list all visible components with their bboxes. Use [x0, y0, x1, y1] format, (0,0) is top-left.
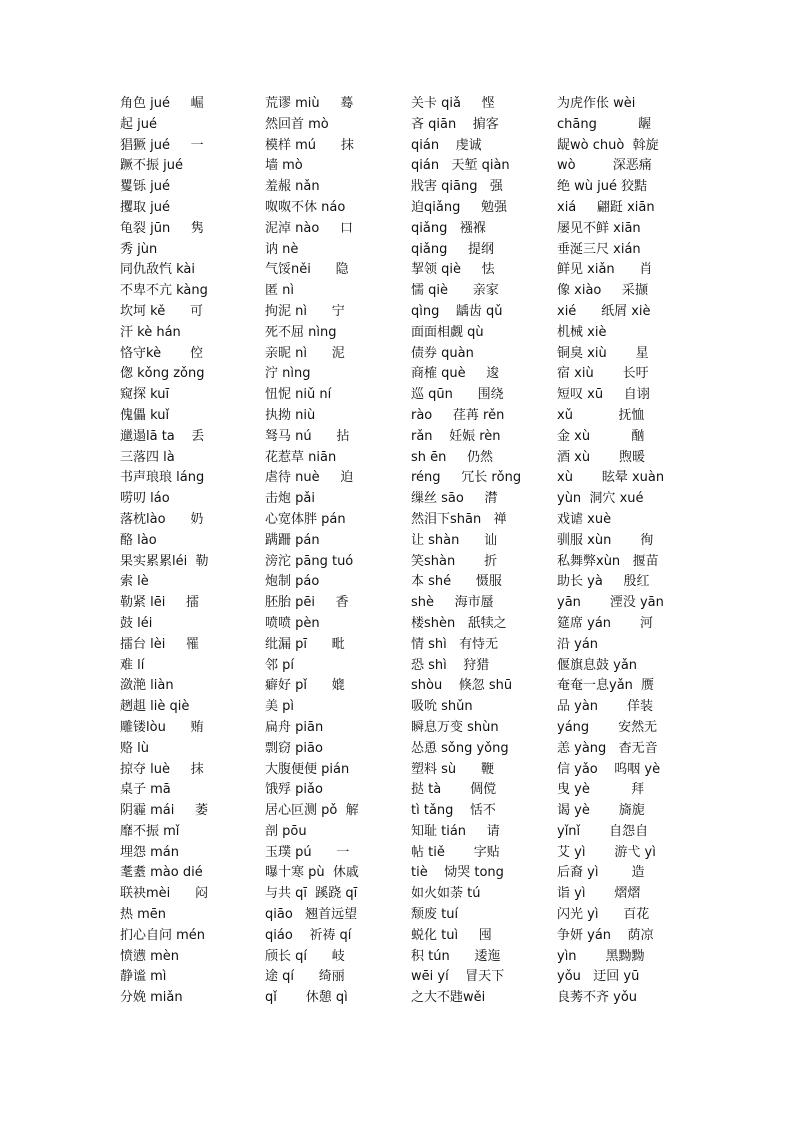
- text-line: 驽马 nú 拈: [265, 428, 350, 444]
- text-line: 谒 yè 旖旎: [557, 803, 645, 819]
- text-line: 知耻 tián 请: [411, 823, 500, 839]
- text-line: 美 pì: [265, 699, 294, 715]
- text-line: 颀长 qí 岐: [265, 948, 345, 964]
- text-line: 趔趄 liè qiè: [120, 699, 190, 715]
- text-line: qiǎng 提纲: [411, 241, 494, 257]
- text-line: shè 海市蜃: [411, 595, 494, 611]
- text-line: 绝 wù jué 狡黠: [557, 179, 648, 195]
- text-line: 本 shé 慑服: [411, 574, 502, 590]
- text-line: 帖 tiě 字贴: [411, 844, 500, 860]
- text-line: 果实累累léi 勒: [120, 553, 209, 569]
- text-line: 猖獗 jué 一: [120, 137, 204, 153]
- text-line: yáng 安然无: [557, 719, 658, 735]
- text-line: 荒谬 miù 蓦: [265, 96, 354, 111]
- text-line: 热 mēn: [120, 907, 167, 923]
- text-line: 傀儡 kuǐ: [120, 407, 170, 423]
- text-line: 债券 quàn: [411, 345, 474, 361]
- text-line: 书声琅琅 láng: [120, 470, 205, 486]
- text-line: 缫丝 sāo 潸: [411, 491, 498, 507]
- text-line: 铜臭 xiù 星: [557, 345, 649, 361]
- text-line: 唠叨 láo: [120, 491, 170, 507]
- text-line: 羞赧 nǎn: [265, 179, 320, 195]
- text-line: qián 天堑 qiàn: [411, 158, 510, 174]
- text-line: 赂 lù: [120, 740, 149, 756]
- text-line: 如火如荼 tú: [411, 886, 481, 902]
- text-line: 秀 jùn: [120, 241, 158, 257]
- text-line: 瞬息万变 shùn: [411, 719, 499, 735]
- text-line: 之大不韪wěi: [411, 990, 486, 1006]
- text-line: 胚胎 pēi 香: [265, 595, 349, 611]
- text-line: 联袂mèi 闷: [120, 886, 209, 902]
- text-line: 居心叵测 pǒ 解: [265, 803, 359, 819]
- text-line: xù 眩晕 xuàn: [557, 470, 665, 486]
- text-line: 攫取 jué: [120, 199, 170, 215]
- text-line: réng 冗长 rǒng: [411, 470, 522, 486]
- text-line: 鲜见 xiǎn 肖: [557, 262, 653, 278]
- text-line: 吸吮 shǔn: [411, 699, 473, 715]
- text-line: 擂台 lèi 罹: [120, 636, 200, 652]
- text-line: 大腹便便 pián: [265, 761, 350, 777]
- text-line: 龊wò chuò 斡旋: [557, 137, 659, 153]
- text-line: 关卡 qiǎ 悭: [411, 96, 495, 111]
- text-line: 机械 xiè: [557, 324, 607, 340]
- column-1: [120, 94, 242, 1009]
- text-line: 蹶不振 jué: [120, 158, 183, 174]
- text-line: 勒紧 lēi 擂: [120, 595, 200, 611]
- text-line: yān 湮没 yān: [557, 595, 664, 611]
- text-line: 恐 shì 狩猎: [411, 657, 490, 673]
- text-line: 曳 yè 拜: [557, 782, 645, 798]
- text-line: 邋遢lā ta 丢: [120, 428, 205, 444]
- text-line: 怂恿 sǒng yǒng: [411, 740, 509, 756]
- text-line: xié 纸屑 xiè: [557, 303, 651, 319]
- text-line: 花惹草 niān: [265, 449, 337, 465]
- text-line: 死不屈 nìng: [265, 324, 337, 340]
- text-line: 窥探 kuī: [120, 387, 170, 403]
- text-line: wò 深恶痛: [557, 158, 652, 174]
- text-line: 邻 pí: [265, 657, 294, 673]
- text-line: 同仇敌忾 kài: [120, 262, 196, 278]
- text-line: xǔ 抚恤: [557, 407, 645, 423]
- column-4: [557, 94, 685, 1009]
- text-line: 索 lè: [120, 574, 149, 590]
- text-line: 亲昵 nì 泥: [265, 345, 345, 361]
- text-line: 静谧 mì: [120, 969, 167, 985]
- text-line: 蜕化 tuì 囤: [411, 927, 492, 943]
- text-line: 剽窃 piāo: [265, 740, 323, 756]
- text-line: 靡不振 mǐ: [120, 823, 180, 839]
- text-line: 愤懑 mèn: [120, 948, 180, 964]
- text-line: 角色 jué 崛: [120, 96, 204, 111]
- text-line: qiáo 祈祷 qí: [265, 927, 352, 943]
- text-line: 扪心自问 mén: [120, 927, 206, 943]
- text-line: 阴霾 mái 萎: [120, 803, 209, 819]
- text-line: 助长 yà 殷红: [557, 574, 650, 590]
- text-line: 吝 qiān 掮客: [411, 116, 499, 132]
- text-line: 驯服 xùn 徇: [557, 532, 654, 548]
- text-line: 曝十寒 pù 休戚: [265, 865, 359, 881]
- text-line: yǒu 迂回 yū: [557, 969, 640, 985]
- text-line: 情 shì 有恃无: [411, 636, 499, 652]
- text-line: 戕害 qiāng 强: [411, 179, 503, 195]
- text-line: 沿 yán: [557, 636, 599, 652]
- text-line: 笑shàn 折: [411, 553, 498, 569]
- text-line: 后裔 yì 造: [557, 865, 645, 881]
- text-line: 滂沱 pāng tuó: [265, 553, 354, 569]
- text-line: 剖 pōu: [265, 823, 307, 839]
- text-line: wēi yí 冒天下: [411, 969, 505, 985]
- text-line: 商榷 què 逡: [411, 366, 500, 382]
- text-line: 心宽体胖 pán: [265, 511, 346, 527]
- text-line: 偬 kǒng zǒng: [120, 366, 205, 382]
- text-line: 龟裂 jūn 隽: [120, 220, 204, 236]
- text-line: 巡 qūn 围绕: [411, 387, 504, 403]
- text-line: 呶呶不休 náo: [265, 199, 346, 215]
- text-line: 模样 mú 抹: [265, 137, 354, 153]
- text-line: 纰漏 pī 毗: [265, 636, 345, 652]
- text-line: yùn 洞穴 xué: [557, 491, 644, 507]
- text-line: 癖好 pǐ 媲: [265, 678, 345, 694]
- text-line: 泥淖 nào 口: [265, 220, 353, 236]
- text-line: 炮制 páo: [265, 574, 320, 590]
- text-line: 面面相觑 qù: [411, 324, 484, 340]
- text-line: 挞 tà 倜傥: [411, 782, 497, 798]
- text-line: 然泪下shān 禅: [411, 511, 507, 527]
- text-line: 桌子 mā: [120, 782, 171, 798]
- text-line: rǎn 妊娠 rèn: [411, 428, 501, 444]
- text-line: 起 jué: [120, 116, 157, 132]
- text-line: 忸怩 niǔ ní: [265, 387, 332, 403]
- text-line: 筵席 yán 河: [557, 615, 653, 631]
- text-line: 像 xiào 采撷: [557, 283, 649, 299]
- text-line: 墙 mò: [265, 158, 303, 174]
- text-line: 扁舟 piān: [265, 719, 324, 735]
- text-line: shòu 倏忽 shū: [411, 678, 513, 694]
- text-line: 懦 qiè 亲家: [411, 283, 499, 299]
- text-line: sh ēn 仍然: [411, 449, 494, 465]
- column-2: [265, 94, 387, 1009]
- text-line: 积 tún 逶迤: [411, 948, 501, 964]
- text-line: chāng 龌: [557, 116, 652, 132]
- column-3: [411, 94, 535, 1009]
- text-line: 三落四 là: [120, 449, 175, 465]
- text-line: 饿殍 piǎo: [265, 782, 323, 798]
- text-line: 埋怨 mán: [120, 844, 180, 860]
- text-line: 分娩 miǎn: [120, 990, 183, 1006]
- text-line: 偃旗息鼓 yǎn: [557, 657, 638, 673]
- text-line: 艾 yì 游弋 yì: [557, 844, 656, 860]
- text-line: 掠夺 luè 抹: [120, 761, 204, 777]
- text-line: 屡见不鲜 xiān: [557, 220, 641, 236]
- text-line: 气馁něi 隐: [265, 262, 349, 278]
- text-line: qǐ 休憩 qì: [265, 990, 348, 1006]
- text-line: 喷喷 pèn: [265, 615, 320, 631]
- text-line: qiǎng 襁褓: [411, 220, 486, 236]
- text-line: 塑料 sù 鞭: [411, 761, 494, 777]
- text-line: 金 xù 酗: [557, 428, 645, 444]
- text-line: 潋滟 liàn: [120, 678, 174, 694]
- text-line: 楼shèn 舐犊之: [411, 615, 507, 631]
- text-line: 雕镂lòu 贿: [120, 719, 204, 735]
- text-line: yìn 黑黝黝: [557, 948, 645, 964]
- text-line: qián 虔诚: [411, 137, 482, 153]
- text-line: 酒 xù 煦暖: [557, 449, 645, 465]
- text-line: 挈领 qiè 怯: [411, 262, 495, 278]
- text-line: 虐待 nuè 迫: [265, 470, 354, 486]
- text-line: 私舞弊xùn 揠苗: [557, 553, 659, 569]
- text-line: 然回首 mò: [265, 116, 329, 132]
- text-line: 诣 yì 熠熠: [557, 886, 641, 902]
- text-line: 蹒跚 pán: [265, 532, 320, 548]
- text-line: qìng 龋齿 qǔ: [411, 303, 503, 319]
- text-line: qiāo 翘首远望: [265, 907, 358, 923]
- text-line: 恙 yàng 杳无音: [557, 740, 658, 756]
- text-line: 争妍 yán 荫凉: [557, 927, 654, 943]
- text-line: 拘泥 nì 宁: [265, 303, 345, 319]
- text-line: 让 shàn 讪: [411, 532, 498, 548]
- text-line: 酪 lào: [120, 532, 157, 548]
- text-line: 与共 qī 蹊跷 qī: [265, 886, 358, 902]
- text-line: 恪守kè 倥: [120, 345, 203, 361]
- text-line: tì tǎng 恬不: [411, 803, 496, 819]
- text-line: 戏谑 xuè: [557, 511, 612, 527]
- text-line: 宿 xiù 长吁: [557, 366, 649, 382]
- text-line: 颓废 tuí: [411, 907, 459, 923]
- text-line: 汗 kè hán: [120, 324, 181, 340]
- text-line: 鼓 léi: [120, 615, 153, 631]
- text-line: 信 yǎo 呜咽 yè: [557, 761, 661, 777]
- text-line: 短叹 xū 自诩: [557, 387, 650, 403]
- text-line: 矍铄 jué: [120, 179, 170, 195]
- text-line: 良莠不齐 yǒu: [557, 990, 638, 1006]
- text-line: 难 lí: [120, 657, 145, 673]
- text-line: 执拗 niù: [265, 407, 316, 423]
- text-line: 途 qí 绮丽: [265, 969, 345, 985]
- text-line: 坎坷 kě 可: [120, 303, 203, 319]
- text-line: 讷 nè: [265, 241, 299, 257]
- text-line: rào 荏苒 rěn: [411, 407, 505, 423]
- text-line: yǐnǐ 自怨自: [557, 823, 649, 839]
- text-line: 耄耋 mào dié: [120, 865, 203, 881]
- text-line: 落枕lào 奶: [120, 511, 204, 527]
- text-line: 击炮 pǎi: [265, 491, 315, 507]
- text-line: 玉璞 pú 一: [265, 844, 350, 860]
- text-line: 迫qiǎng 勉强: [411, 199, 507, 215]
- text-line: 泞 nìng: [265, 366, 311, 382]
- text-line: 为虎作伥 wèi: [557, 96, 636, 111]
- text-line: 奄奄一息yǎn 赝: [557, 678, 655, 694]
- text-line: xiá 翩跹 xiān: [557, 199, 655, 215]
- text-line: tiè 恸哭 tong: [411, 865, 504, 881]
- text-line: 垂涎三尺 xián: [557, 241, 641, 257]
- text-line: 匿 nì: [265, 283, 294, 299]
- text-line: 闪光 yì 百花: [557, 907, 650, 923]
- text-line: 品 yàn 佯装: [557, 699, 653, 715]
- text-line: 不卑不亢 kàng: [120, 283, 208, 299]
